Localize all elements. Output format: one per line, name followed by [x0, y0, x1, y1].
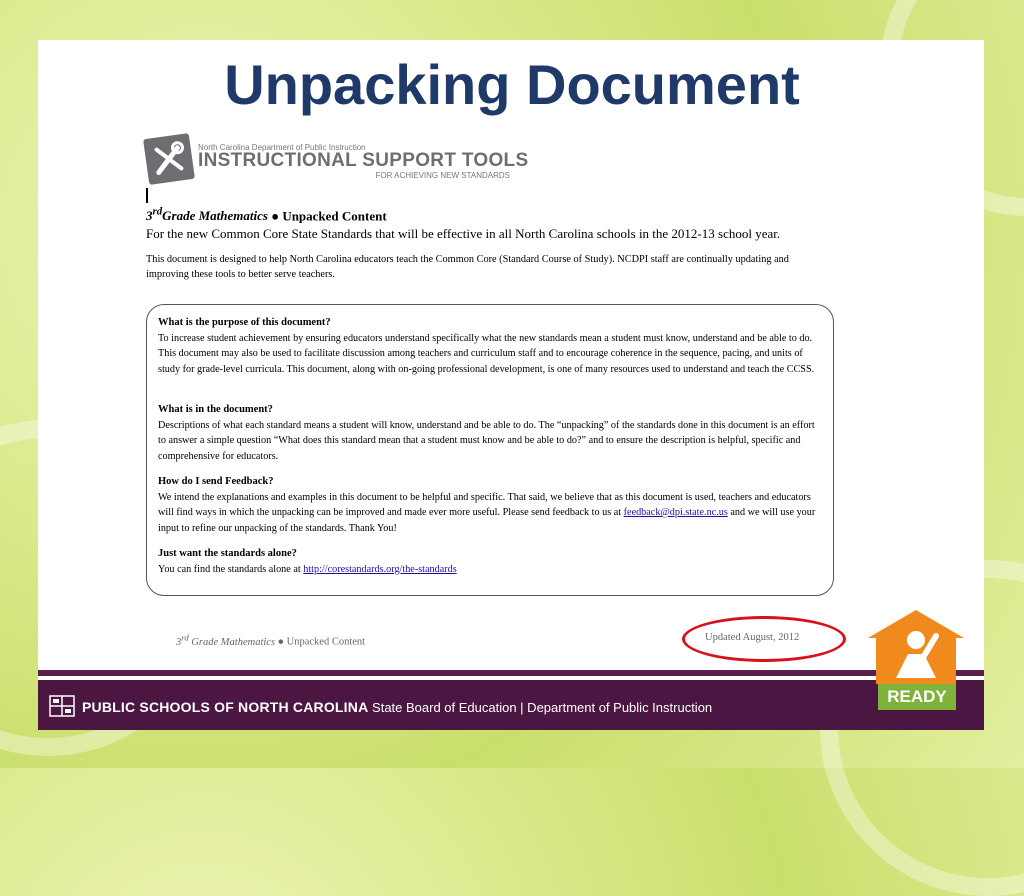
highlight-oval	[682, 616, 846, 662]
intro-line: For the new Common Core State Standards that will be effective in all North Carolina schools in the 2012-13 school year.	[146, 226, 781, 241]
updated-date: Updated August, 2012	[705, 632, 800, 643]
nc-schools-icon	[48, 692, 76, 720]
grade-number: 3	[146, 208, 153, 224]
footer-sup: rd	[181, 632, 189, 642]
footer-suffix: ● Unpacked Content	[277, 636, 366, 648]
section-heading: What is in the document?	[158, 404, 273, 415]
section-body	[158, 490, 822, 537]
section-heading: Just want the standards alone?	[158, 548, 297, 559]
feedback-text-after: and we will use your input to refine our unpacking of the standards. Thank You!	[158, 507, 816, 534]
section-body: Descriptions of what each standard means a student will know, understand and be able to do. The “unpacking” of the standards done in this document is an effort to answer a simple question “What does this standard mean that a student must know and be able to do?” and to ensure the description is helpful, specific and comprehensive for educators.	[158, 419, 815, 462]
standards-text: You can find the standards alone at	[158, 563, 301, 575]
logo-small-text: North Carolina Department of Public Instruction	[198, 143, 366, 152]
document-footer	[176, 632, 365, 648]
footer-subject: Grade Mathematics	[191, 636, 276, 648]
section-body: To increase student achievement by ensuring educators understand specifically what the new standards mean a student must know, understand and be able to do. This document may also be used to facilitate discussion among teachers and curriculum staff and to encourage coherence in the sequence, pacing, and units of study for grade-level curricula. This document, along with on-going professional development, is one of many resources used to understand and teach the CCSS.	[158, 332, 815, 375]
banner-org: PUBLIC SCHOOLS OF NORTH CAROLINA	[82, 699, 369, 715]
section-contents	[158, 402, 822, 464]
section-heading: How do I send Feedback?	[158, 476, 274, 487]
logo-main-text: INSTRUCTIONAL SUPPORT TOOLS	[198, 150, 529, 171]
section-body	[158, 562, 822, 578]
document-heading	[146, 206, 387, 224]
text-cursor	[146, 188, 148, 203]
footer-grade: 3	[176, 636, 182, 648]
banner-tagline: State Board of Education | Department of Public Instruction	[372, 700, 713, 715]
section-standards	[158, 546, 822, 577]
ready-label: READY	[878, 684, 956, 710]
banner-text	[82, 699, 712, 715]
intro-paragraph: This document is designed to help North Carolina educators teach the Common Core (Standard Course of Study). NCDPI staff are continually updating and improving these tools to better serve teachers.	[146, 254, 789, 280]
section-feedback	[158, 474, 822, 536]
section-purpose	[158, 315, 822, 377]
feedback-text: We intend the explanations and examples in this document to be helpful and specific. That said, we believe that as this document is used, teachers and educators will find ways in which the unpacking can be improved and made ever more useful. Please send feedback to us at	[158, 491, 811, 518]
standards-link[interactable]: http://corestandards.org/the-standards	[303, 563, 457, 575]
feedback-email-link[interactable]: feedback@dpi.state.nc.us	[623, 507, 728, 518]
slide-title: Unpacking Document	[224, 53, 800, 116]
heading-suffix: Unpacked Content	[282, 208, 387, 224]
grade-subject: Grade Mathematics	[162, 208, 268, 224]
tools-icon	[143, 133, 195, 185]
heading-bullet: ●	[271, 208, 280, 224]
logo-sub-text: FOR ACHIEVING NEW STANDARDS	[375, 171, 510, 180]
grade-sup: rd	[152, 206, 163, 218]
section-heading: What is the purpose of this document?	[158, 317, 331, 328]
